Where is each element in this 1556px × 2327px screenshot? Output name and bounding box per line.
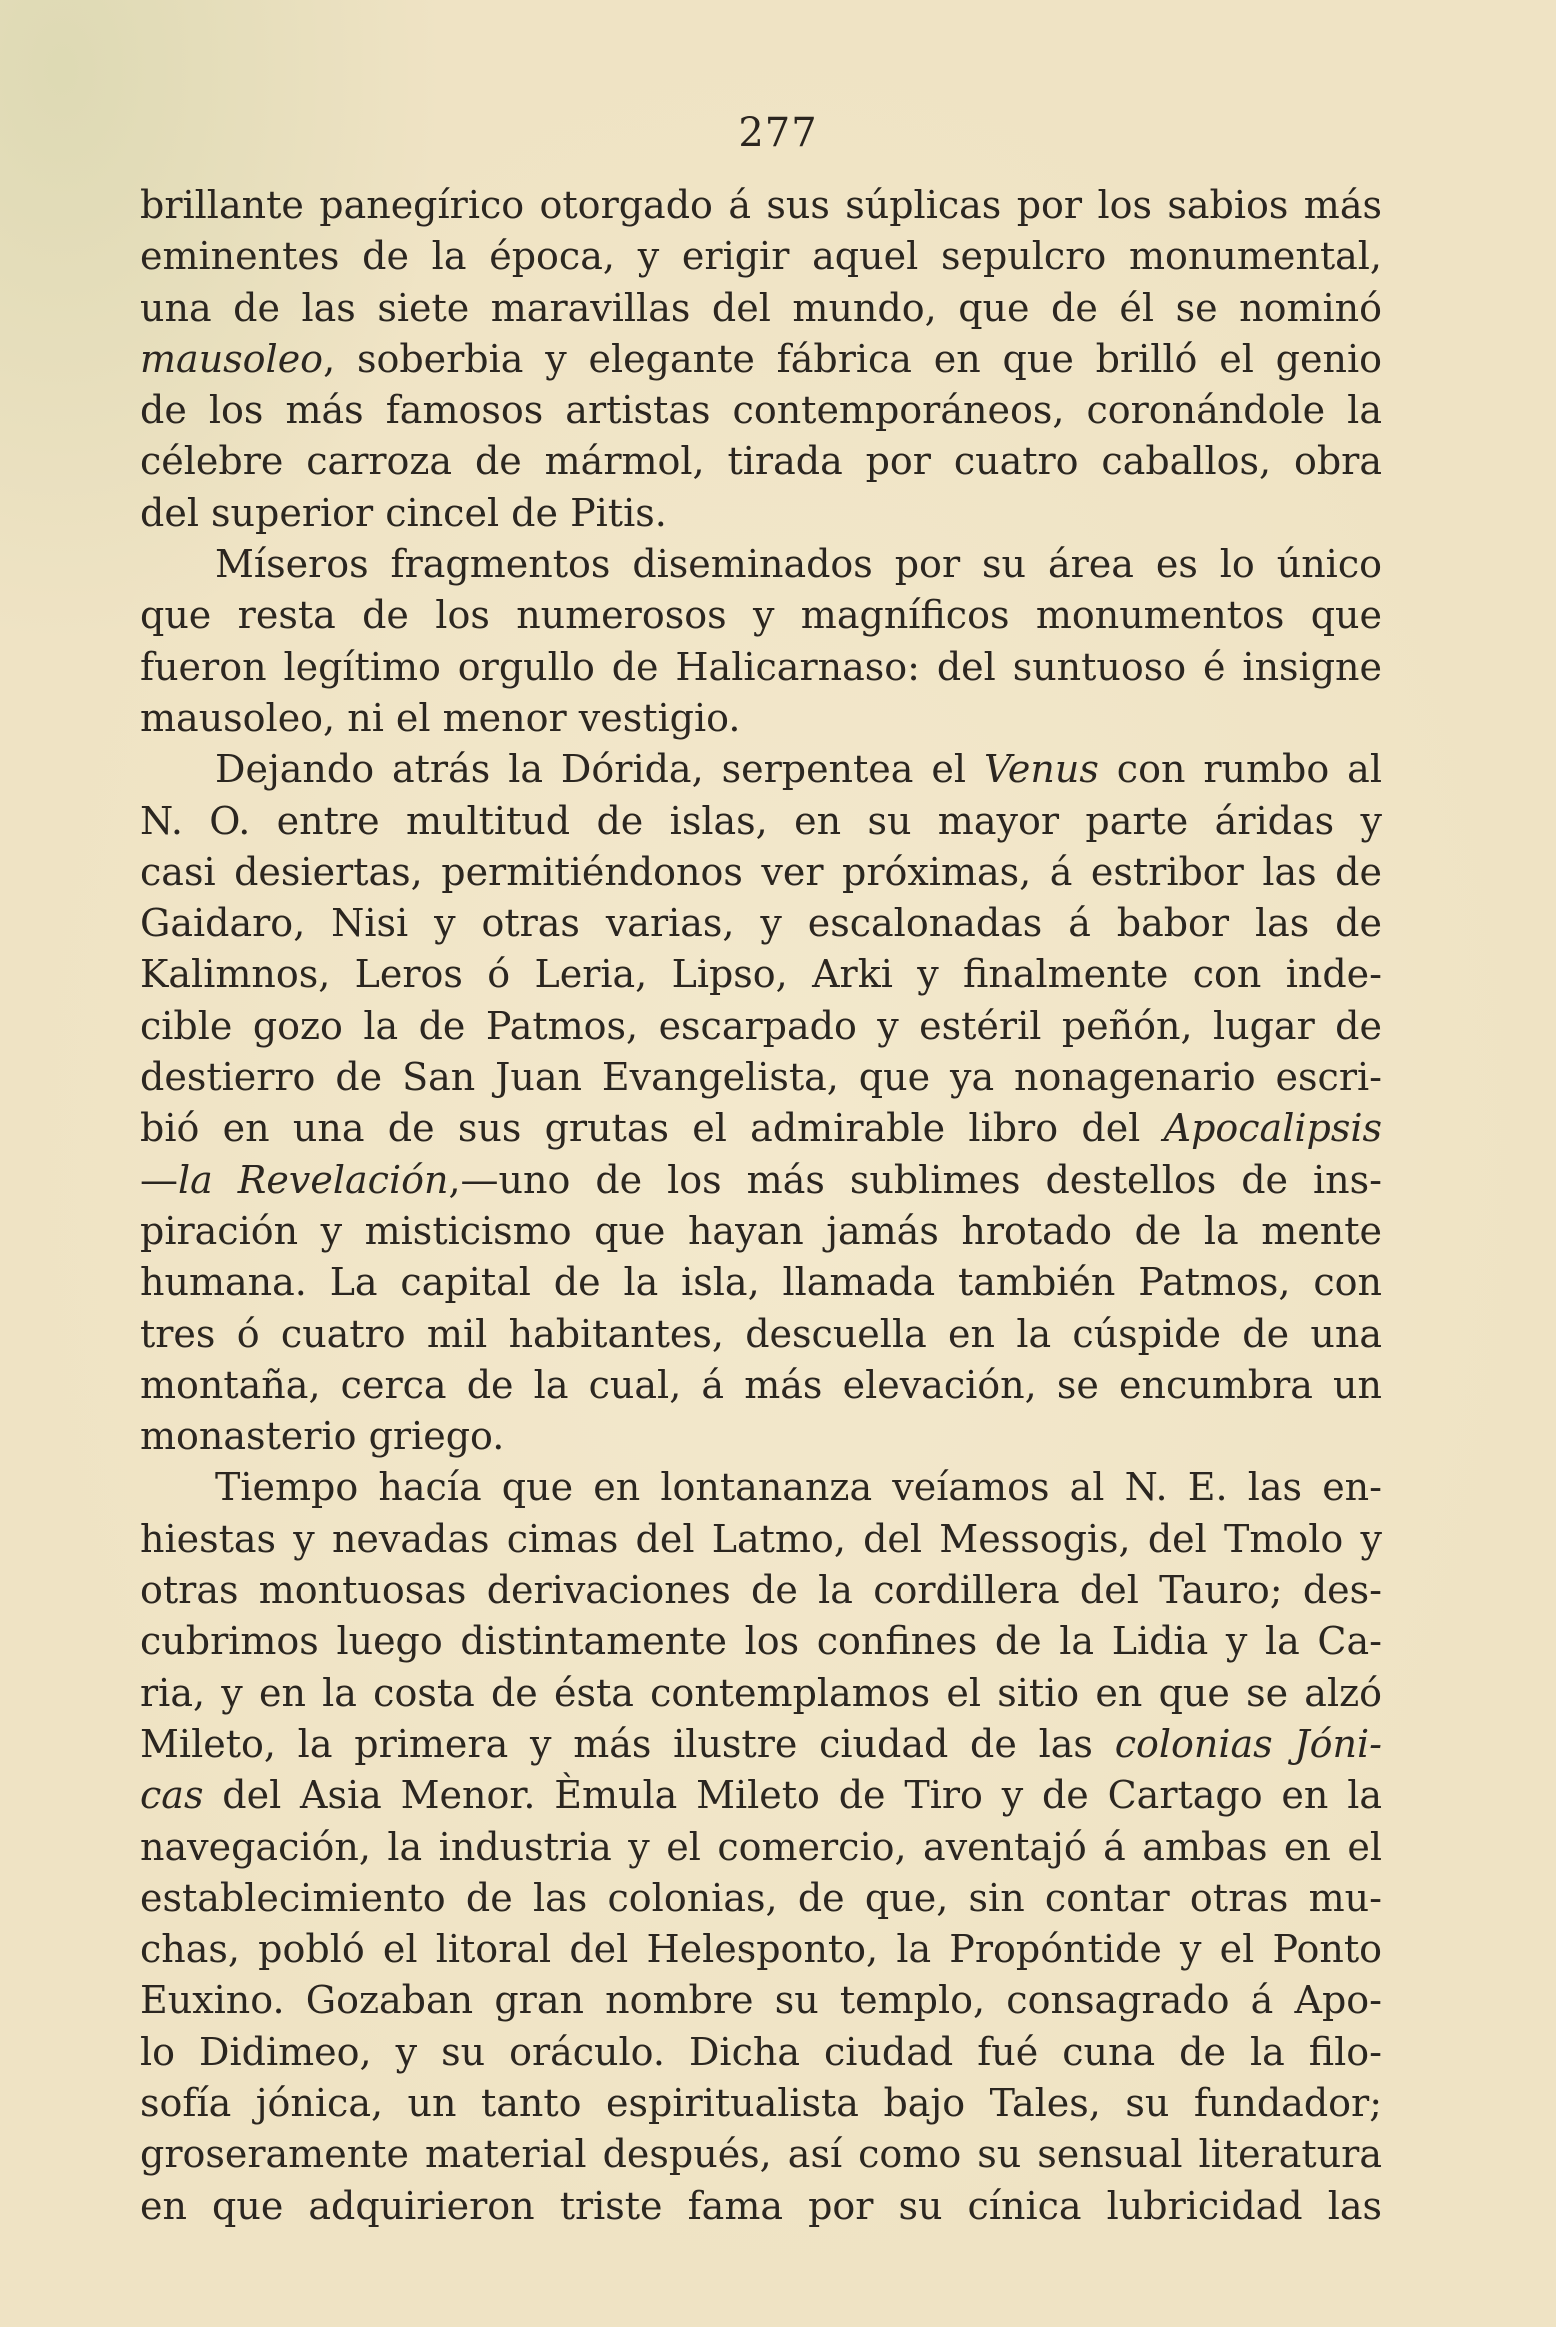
- text-line: [140, 1309, 1382, 1360]
- text-line: [140, 180, 1382, 231]
- text-segment: Tiempo hacía que en lontananza veíamos al N. E. las en-: [215, 1465, 1382, 1510]
- text-line: [140, 1719, 1382, 1770]
- text-line: [140, 590, 1382, 641]
- text-segment: cubrimos luego distintamente los confines de la Lidia y la Ca-: [140, 1619, 1382, 1664]
- text-line: [140, 898, 1382, 949]
- text-line: [140, 283, 1382, 334]
- text-segment: otras montuosas derivaciones de la cordillera del Tauro; des-: [140, 1568, 1382, 1613]
- text-segment: de los más famosos artistas contemporáneos, coronándole la: [140, 388, 1382, 433]
- body-text: [140, 180, 1382, 2232]
- text-line: [140, 488, 1382, 539]
- text-line: [140, 231, 1382, 282]
- text-line: [140, 1462, 1382, 1513]
- text-line: [140, 693, 1382, 744]
- text-segment: Kalimnos, Leros ó Leria, Lipso, Arki y finalmente con inde-: [140, 952, 1382, 997]
- text-segment: Euxino. Gozaban gran nombre su templo, consagrado á Apo-: [140, 1978, 1382, 2023]
- text-segment: tres ó cuatro mil habitantes, descuella en la cúspide de una: [140, 1311, 1382, 1356]
- text-segment: célebre carroza de mármol, tirada por cuatro caballos, obra: [140, 439, 1382, 484]
- text-line: [140, 2181, 1382, 2232]
- page-number: 277: [738, 110, 818, 156]
- text-line: [140, 1770, 1382, 1821]
- text-segment: cible gozo la de Patmos, escarpado y estéril peñón, lugar de: [140, 1003, 1382, 1048]
- text-line: [140, 1103, 1382, 1154]
- italic-text: la Revelación: [178, 1157, 449, 1202]
- text-line: [140, 796, 1382, 847]
- text-line: [140, 1411, 1382, 1462]
- text-segment: establecimiento de las colonias, de que, sin contar otras mu-: [140, 1875, 1382, 1920]
- text-line: [140, 334, 1382, 385]
- text-segment: una de las siete maravillas del mundo, que de él se nominó: [140, 285, 1382, 330]
- text-segment: lo Didimeo, y su oráculo. Dicha ciudad fué cuna de la filo-: [140, 2029, 1382, 2074]
- text-line: [140, 1822, 1382, 1873]
- text-line: [140, 436, 1382, 487]
- text-line: [140, 1565, 1382, 1616]
- text-line: [140, 1206, 1382, 1257]
- italic-text: mausoleo: [140, 336, 324, 381]
- text-segment: del Asia Menor. Èmula Mileto de Tiro y de Cartago en la: [203, 1773, 1382, 1818]
- text-segment: montaña, cerca de la cual, á más elevación, se encumbra un: [140, 1362, 1382, 1407]
- text-line: [140, 385, 1382, 436]
- text-line: [140, 2078, 1382, 2129]
- text-segment: ,—uno de los más sublimes destellos de ins-: [448, 1157, 1382, 1202]
- text-line: [140, 847, 1382, 898]
- text-segment: groseramente material después, así como su sensual literatura: [140, 2132, 1382, 2177]
- text-segment: humana. La capital de la isla, llamada también Patmos, con: [140, 1260, 1382, 1305]
- text-segment: mausoleo, ni el menor vestigio.: [140, 695, 741, 740]
- text-segment: piración y misticismo que hayan jamás hrotado de la mente: [140, 1208, 1382, 1253]
- text-segment: que resta de los numerosos y magníficos monumentos que: [140, 593, 1382, 638]
- text-segment: Gaidaro, Nisi y otras varias, y escalonadas á babor las de: [140, 901, 1382, 946]
- text-segment: Dejando atrás la Dórida, serpentea el: [215, 747, 984, 792]
- text-line: [140, 642, 1382, 693]
- text-line: [140, 1873, 1382, 1924]
- text-line: [140, 539, 1382, 590]
- text-segment: N. O. entre multitud de islas, en su mayor parte áridas y: [140, 798, 1382, 843]
- text-segment: monasterio griego.: [140, 1414, 505, 1459]
- text-segment: Míseros fragmentos diseminados por su área es lo único: [215, 542, 1382, 587]
- text-segment: hiestas y nevadas cimas del Latmo, del Messogis, del Tmolo y: [140, 1516, 1382, 1561]
- text-segment: del superior cincel de Pitis.: [140, 490, 667, 535]
- text-line: [140, 1360, 1382, 1411]
- text-line: [140, 1001, 1382, 1052]
- text-line: [140, 2027, 1382, 2078]
- text-line: [140, 744, 1382, 795]
- text-segment: brillante panegírico otorgado á sus súplicas por los sabios más: [140, 183, 1382, 227]
- text-segment: ria, y en la costa de ésta contemplamos el sitio en que se alzó: [140, 1670, 1382, 1715]
- text-line: [140, 1668, 1382, 1719]
- text-segment: sofía jónica, un tanto espiritualista bajo Tales, su fundador;: [140, 2080, 1382, 2125]
- text-line: [140, 2129, 1382, 2180]
- text-line: [140, 1616, 1382, 1667]
- text-segment: eminentes de la época, y erigir aquel sepulcro monumental,: [140, 234, 1382, 279]
- text-segment: en que adquirieron triste fama por su cínica lubricidad las: [140, 2183, 1382, 2228]
- text-line: [140, 1975, 1382, 2026]
- text-segment: —: [140, 1157, 178, 1202]
- text-segment: destierro de San Juan Evangelista, que ya nonagenario escri-: [140, 1055, 1382, 1100]
- text-segment: casi desiertas, permitiéndonos ver próximas, á estribor las de: [140, 849, 1382, 894]
- text-segment: fueron legítimo orgullo de Halicarnaso: del suntuoso é insigne: [140, 644, 1382, 689]
- text-segment: , soberbia y elegante fábrica en que brilló el genio: [323, 336, 1382, 381]
- text-segment: navegación, la industria y el comercio, aventajó á ambas en el: [140, 1824, 1382, 1869]
- text-segment: chas, pobló el litoral del Helesponto, la Propóntide y el Ponto: [140, 1927, 1382, 1972]
- text-line: [140, 1052, 1382, 1103]
- text-line: [140, 1514, 1382, 1565]
- italic-text: colonias Jóni-: [1114, 1721, 1382, 1766]
- text-segment: bió en una de sus grutas el admirable libro del: [140, 1106, 1164, 1151]
- text-line: [140, 1257, 1382, 1308]
- text-line: [140, 949, 1382, 1000]
- text-line: [140, 1155, 1382, 1206]
- italic-text: Apocalipsis: [1163, 1106, 1382, 1151]
- text-segment: Mileto, la primera y más ilustre ciudad de las: [140, 1721, 1115, 1766]
- text-segment: con rumbo al: [1098, 747, 1382, 792]
- italic-text: Venus: [983, 747, 1099, 792]
- text-line: [140, 1924, 1382, 1975]
- italic-text: cas: [140, 1773, 204, 1818]
